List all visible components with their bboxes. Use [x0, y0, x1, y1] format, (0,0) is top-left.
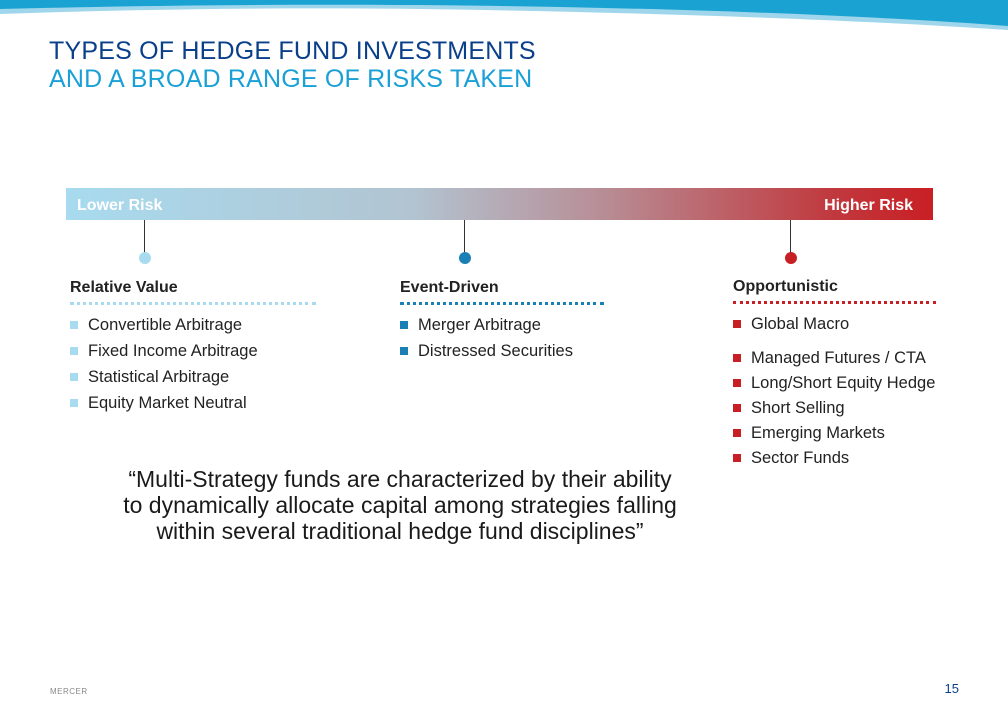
- bullet-square-icon: [733, 404, 741, 412]
- list-item-label: Merger Arbitrage: [418, 316, 541, 334]
- list-item: [733, 374, 936, 393]
- category-item-list: [400, 316, 604, 361]
- list-item-label: Long/Short Equity Hedge: [751, 374, 936, 392]
- list-item-label: Global Macro: [751, 315, 850, 333]
- list-item: [733, 315, 936, 334]
- bullet-square-icon: [733, 429, 741, 437]
- list-item-label: Convertible Arbitrage: [88, 316, 243, 334]
- category-divider: [400, 302, 604, 305]
- lower-risk-label: Lower Risk: [77, 197, 163, 214]
- relative-value-marker-stem: [144, 220, 145, 253]
- bullet-square-icon: [400, 321, 408, 329]
- list-item: [400, 342, 604, 361]
- list-item-label: Sector Funds: [751, 449, 850, 467]
- category-divider: [70, 302, 316, 305]
- opportunistic-marker-dot: [785, 252, 797, 264]
- slide-title-line-1: TYPES OF HEDGE FUND INVESTMENTS: [49, 37, 536, 65]
- category-event-driven: [400, 279, 604, 361]
- bullet-square-icon: [70, 373, 78, 381]
- event-driven-marker-dot: [459, 252, 471, 264]
- footer-brand: MERCER: [50, 687, 88, 696]
- list-item-label: Distressed Securities: [418, 342, 573, 360]
- opportunistic-marker-stem: [790, 220, 791, 253]
- category-relative-value: [70, 279, 316, 413]
- list-item: [70, 316, 316, 335]
- category-item-list: [70, 316, 316, 413]
- list-item-label: Statistical Arbitrage: [88, 368, 230, 386]
- risk-gradient-bar: [66, 188, 933, 220]
- list-item: [400, 316, 604, 335]
- list-item-label: Emerging Markets: [751, 424, 885, 442]
- bullet-square-icon: [70, 321, 78, 329]
- bullet-square-icon: [70, 399, 78, 407]
- page-number: 15: [944, 681, 959, 696]
- relative-value-marker-dot: [139, 252, 151, 264]
- list-item-label: Short Selling: [751, 399, 845, 417]
- event-driven-marker-stem: [464, 220, 465, 253]
- multi-strategy-quote: “Multi-Strategy funds are characterized by their ability to dynamically allocate capital among strategies falling within several traditional hedge fund disciplines”: [123, 466, 677, 544]
- bullet-square-icon: [733, 379, 741, 387]
- list-item: [733, 424, 936, 443]
- bullet-square-icon: [400, 347, 408, 355]
- category-opportunistic: [733, 278, 936, 468]
- bullet-square-icon: [733, 454, 741, 462]
- list-item: [70, 342, 316, 361]
- list-item: [733, 399, 936, 418]
- list-item: [733, 349, 936, 368]
- category-title: Event-Driven: [400, 279, 499, 296]
- bullet-square-icon: [733, 354, 741, 362]
- list-item-label: Managed Futures / CTA: [751, 349, 926, 367]
- higher-risk-label: Higher Risk: [824, 197, 913, 214]
- list-item: [70, 394, 316, 413]
- slide-title-line-2: AND A BROAD RANGE OF RISKS TAKEN: [49, 65, 533, 93]
- list-item: [70, 368, 316, 387]
- list-item: [733, 449, 936, 468]
- category-divider: [733, 301, 936, 304]
- list-item-label: Fixed Income Arbitrage: [88, 342, 258, 360]
- category-item-list: [733, 315, 936, 468]
- category-title: Opportunistic: [733, 278, 838, 295]
- bullet-square-icon: [70, 347, 78, 355]
- category-title: Relative Value: [70, 279, 178, 296]
- bullet-square-icon: [733, 320, 741, 328]
- list-item-label: Equity Market Neutral: [88, 394, 247, 412]
